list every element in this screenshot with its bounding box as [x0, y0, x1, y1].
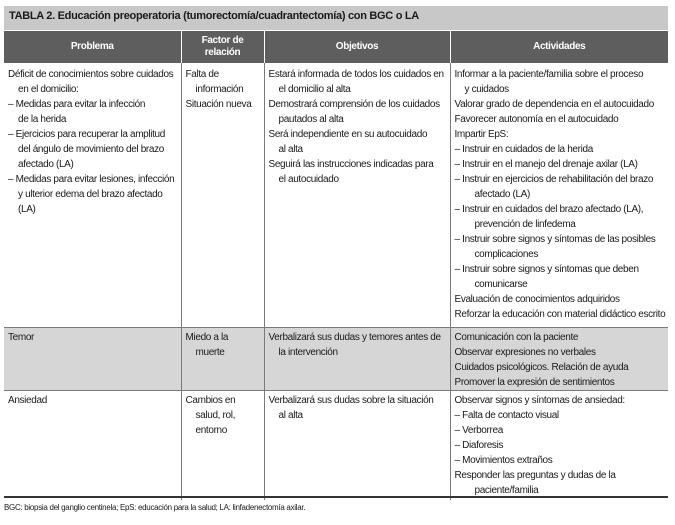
header-row — [4, 31, 668, 63]
text-line: Impartir EpS: — [454, 129, 509, 140]
text-line: Temor — [8, 332, 35, 343]
text-line: Evaluación de conocimientos adquiridos — [454, 294, 620, 305]
text-line: salud, rol, — [195, 410, 236, 421]
text-line: muerte — [195, 347, 225, 358]
text-line: de la herida — [18, 114, 67, 125]
text-line: y ulterior edema del brazo afectado — [18, 189, 163, 200]
text-line: en el domicilio: — [18, 84, 79, 95]
header-factor — [181, 31, 264, 63]
table-row-deficit — [4, 63, 668, 328]
text-line: Miedo a la — [185, 332, 229, 343]
cell-problema — [4, 63, 181, 328]
header-actividades: Actividades — [450, 31, 668, 63]
header-objetivos: Objetivos — [264, 31, 450, 63]
text-line: complicaciones — [474, 249, 538, 260]
text-line: – Instruir en cuidados del brazo afectado (LA), — [454, 204, 644, 215]
cell-factor — [181, 328, 264, 391]
text-line: afectado (LA) — [18, 159, 74, 170]
text-line: – Medidas para evitar lesiones, infección — [8, 174, 175, 185]
cell-problema — [4, 328, 181, 391]
text-line: Cuidados psicológicos. Relación de ayuda — [454, 362, 629, 373]
text-line: Valorar grado de dependencia en el autocuidado — [454, 99, 654, 110]
text-line: la intervención — [278, 347, 338, 358]
text-line: Responder las preguntas y dudas de la — [454, 470, 616, 481]
table-row-ansiedad — [4, 391, 668, 501]
text-line: información — [195, 84, 244, 95]
text-line: el autocuidado — [278, 174, 339, 185]
text-line: entorno — [195, 425, 227, 436]
text-line: pautados al alta — [278, 114, 344, 125]
header-factor-line-2: relación — [204, 47, 241, 58]
text-line: Ansiedad — [8, 395, 47, 406]
text-line: – Ejercicios para recuperar la amplitud — [8, 129, 165, 140]
text-line: – Diaforesis — [454, 440, 504, 451]
text-line: – Falta de contacto visual — [454, 410, 559, 421]
text-line: paciente/familia — [474, 485, 539, 496]
header-problema: Problema — [4, 31, 181, 63]
cell-objetivos — [264, 328, 450, 391]
text-line: – Instruir en el manejo del drenaje axilar (LA) — [454, 159, 638, 170]
text-line: Situación nueva — [185, 99, 252, 110]
text-line: el domicilio al alta — [278, 84, 351, 95]
text-line: Reforzar la educación con material didáctico escrito — [454, 309, 666, 320]
text-line: Promover la expresión de sentimientos — [454, 377, 615, 388]
text-line: al alta — [278, 410, 303, 421]
cell-actividades — [450, 328, 668, 391]
education-table — [4, 31, 668, 500]
text-line: Déficit de conocimientos sobre cuidados — [8, 69, 174, 80]
text-line: Falta de — [185, 69, 219, 80]
text-line: Será independiente en su autocuidado — [268, 129, 428, 140]
text-line: – Instruir en ejercicios de rehabilitación del brazo — [454, 174, 654, 185]
text-line: Demostrará comprensión de los cuidados — [268, 99, 440, 110]
text-line: y cuidados — [464, 84, 509, 95]
header-factor-line-1: Factor de — [201, 35, 244, 46]
text-line: Informar a la paciente/familia sobre el proceso — [454, 69, 644, 80]
cell-objetivos — [264, 63, 450, 328]
cell-actividades — [450, 63, 668, 328]
text-line: Verbalizará sus dudas y temores antes de — [268, 332, 441, 343]
text-line: (LA) — [18, 204, 36, 215]
text-line: afectado (LA) — [474, 189, 530, 200]
text-line: – Medidas para evitar la infección — [8, 99, 146, 110]
text-line: Verbalizará sus dudas sobre la situación — [268, 395, 434, 406]
text-line: Cambios en — [185, 395, 236, 406]
cell-factor — [181, 63, 264, 328]
text-line: prevención de linfedema — [474, 219, 576, 230]
cell-problema — [4, 391, 181, 501]
text-line: Observar expresiones no verbales — [454, 347, 596, 358]
table-bottom-rule — [4, 496, 668, 498]
text-line: Observar signos y síntomas de ansiedad: — [454, 395, 625, 406]
text-line: Seguirá las instrucciones indicadas para — [268, 159, 434, 170]
text-line: Favorecer autonomía en el autocuidado — [454, 114, 619, 125]
text-line: comunicarse — [474, 279, 528, 290]
text-line: – Movimientos extraños — [454, 455, 553, 466]
text-line: Comunicación con la paciente — [454, 332, 579, 343]
text-line: – Verborrea — [454, 425, 503, 436]
text-line: – Instruir en cuidados de la herida — [454, 144, 593, 155]
table-row-temor — [4, 328, 668, 391]
table-title: TABLA 2. Educación preoperatoria (tumorectomía/cuadrantectomía) con BGC o LA — [4, 6, 668, 30]
text-line: Estará informada de todos los cuidados en — [268, 69, 444, 80]
cell-objetivos — [264, 391, 450, 501]
cell-actividades — [450, 391, 668, 501]
text-line: del ángulo de movimiento del brazo — [18, 144, 164, 155]
footnote: BGC: biopsia del ganglio centinela; EpS: educación para la salud; LA: linfadenectomía axilar. — [4, 503, 306, 512]
text-line: al alta — [278, 144, 303, 155]
text-line: – Instruir sobre signos y síntomas de las posibles — [454, 234, 656, 245]
cell-factor — [181, 391, 264, 501]
text-line: – Instruir sobre signos y síntomas que deben — [454, 264, 639, 275]
